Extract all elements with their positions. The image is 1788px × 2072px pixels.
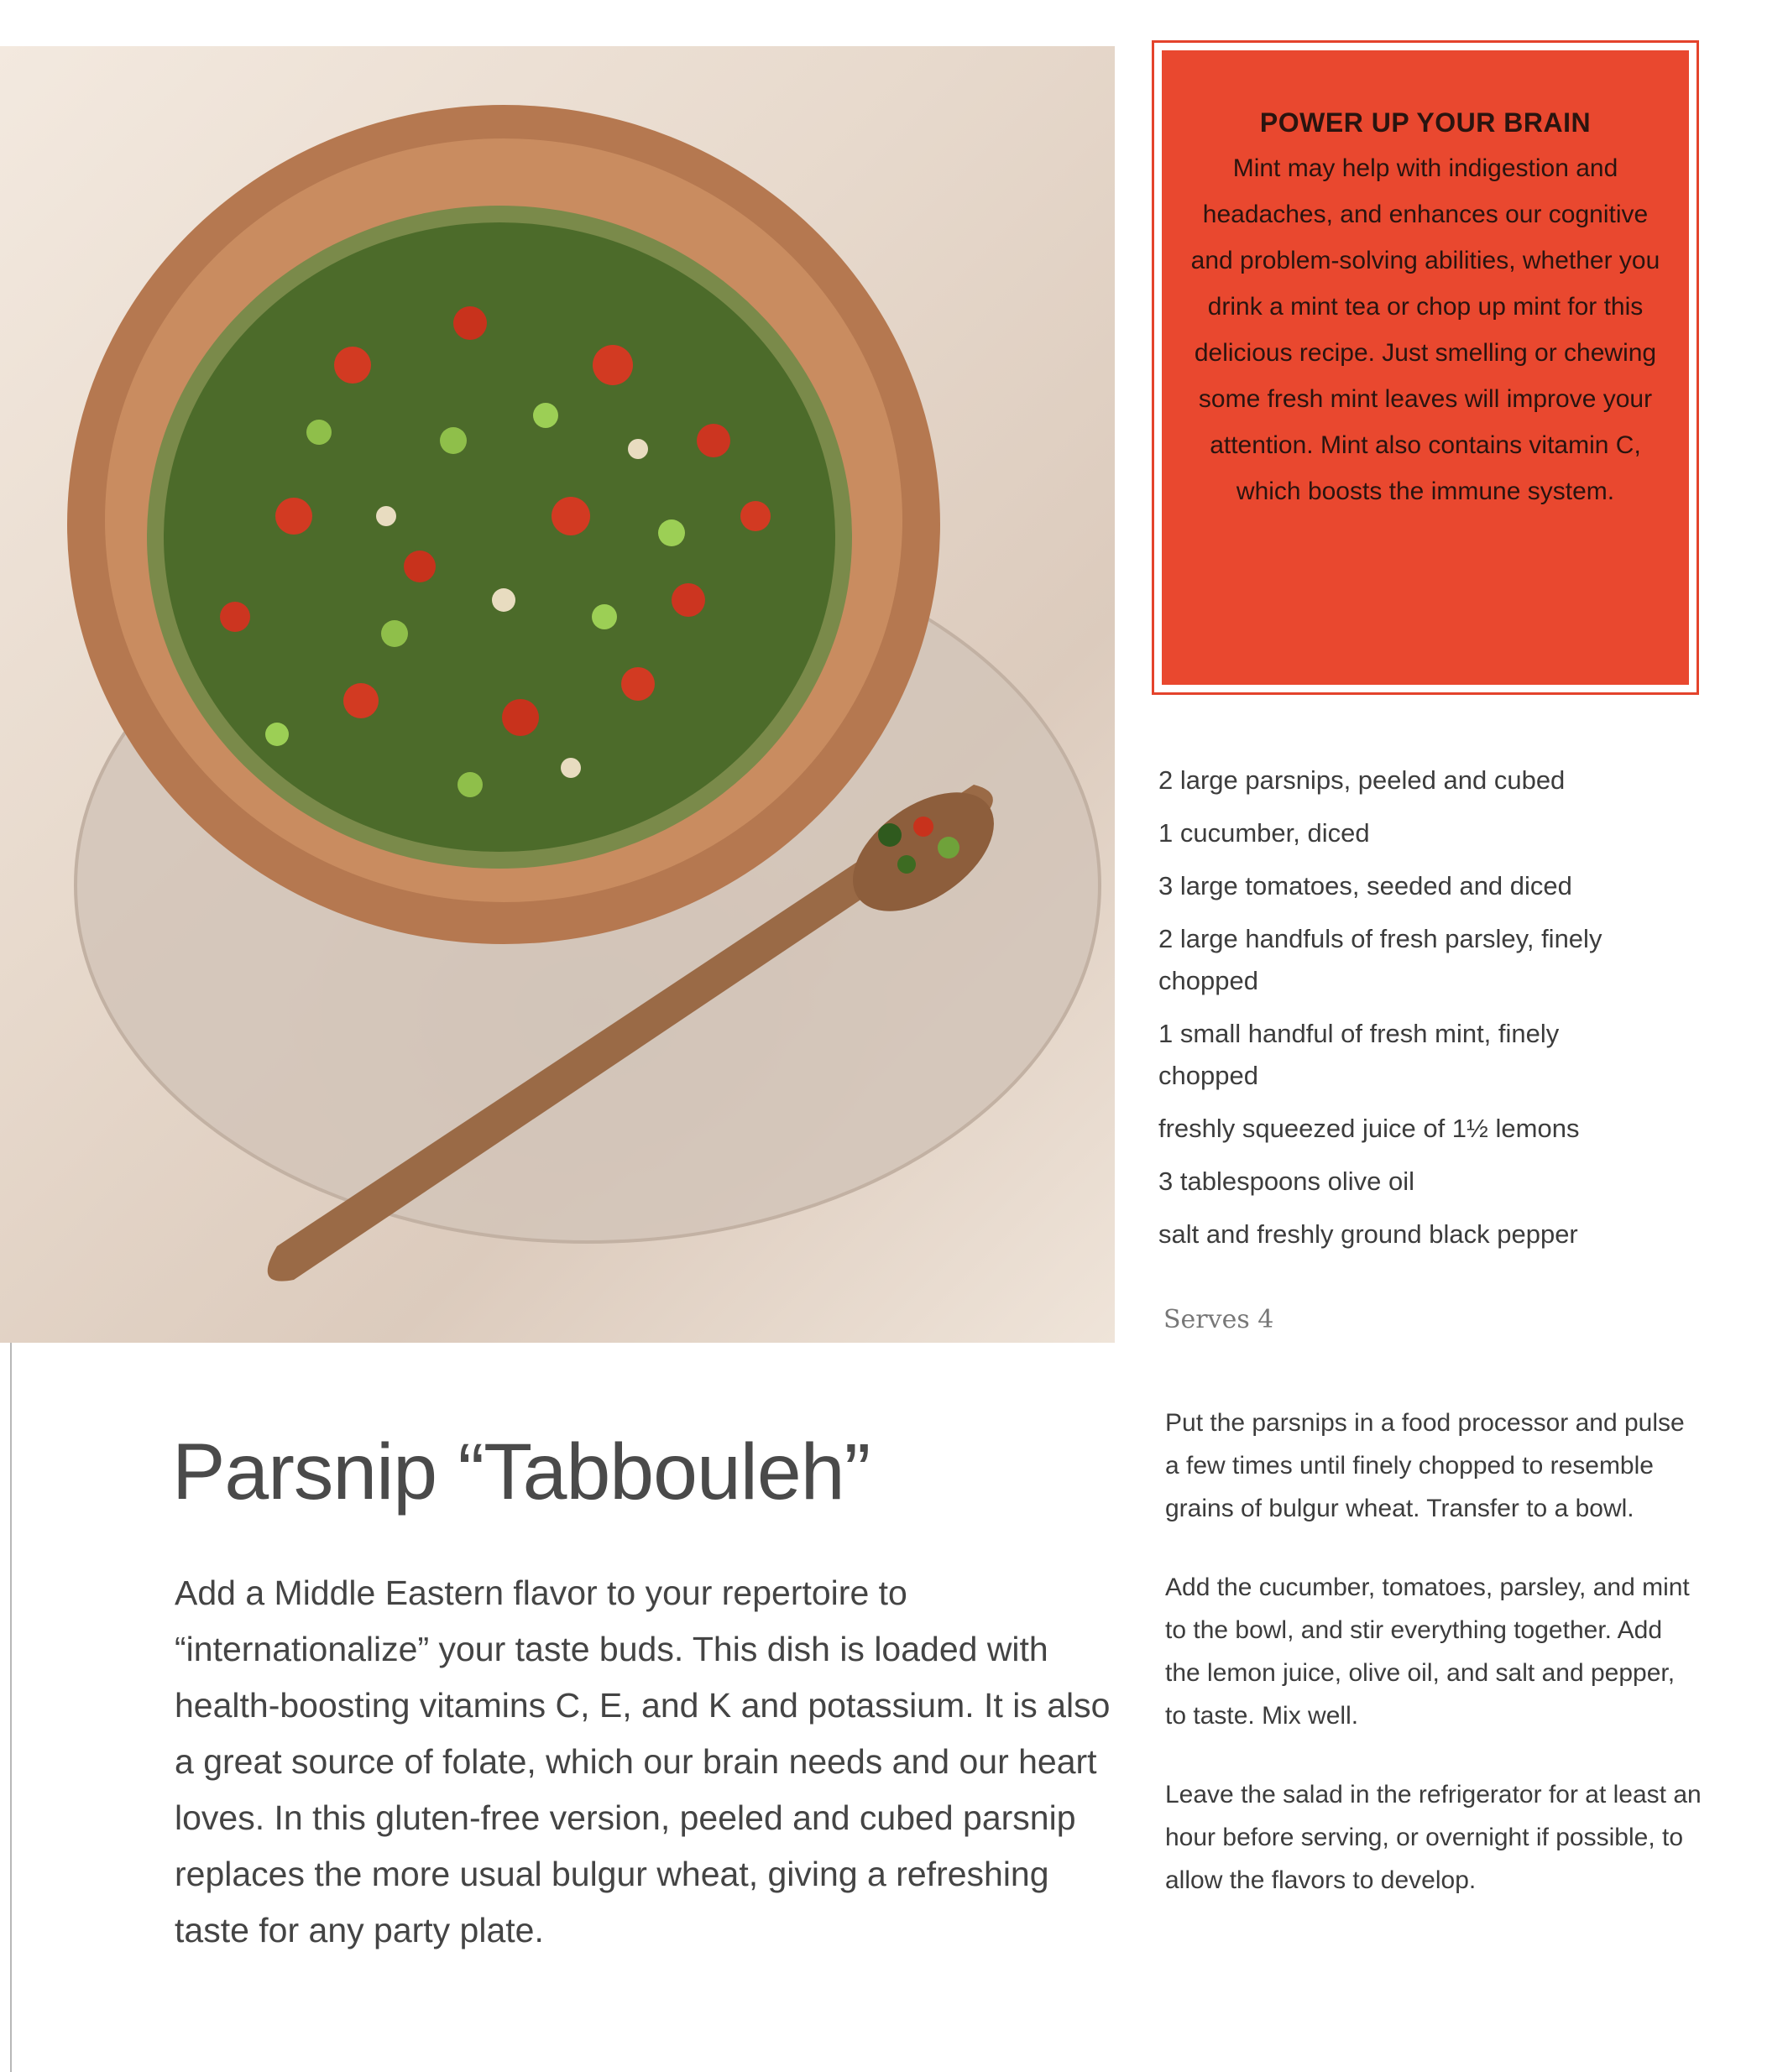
recipe-intro: Add a Middle Eastern flavor to your repertoire to “internationalize” your taste buds. This dish is loaded with health-boosting vitamins C, E, and K and potassium. It is also a great source of folate, which our brain needs and our heart loves. In this gluten-free version, peeled and cubed parsnip replaces the more usual bulgur wheat, giving a refreshing taste for any party plate. bbox=[175, 1574, 1111, 1949]
method-steps bbox=[1165, 1401, 1702, 1938]
ingredient-item: 1 cucumber, diced bbox=[1158, 818, 1370, 848]
ingredient-item: 1 small handful of fresh mint, finely chopped bbox=[1158, 1019, 1560, 1090]
ingredient-item: 3 tablespoons olive oil bbox=[1158, 1166, 1415, 1196]
method-step: Put the parsnips in a food processor and pulse a few times until finely chopped to resemble grains of bulgur wheat. Transfer to a bowl. bbox=[1165, 1409, 1685, 1522]
recipe-title: Parsnip “Tabbouleh” bbox=[172, 1427, 870, 1516]
tabbouleh-bowl-illustration bbox=[0, 46, 1115, 1343]
page-edge-line bbox=[10, 1339, 12, 2072]
ingredient-item: freshly squeezed juice of 1½ lemons bbox=[1158, 1114, 1580, 1143]
method-step: Leave the salad in the refrigerator for at least an hour before serving, or overnight if possible, to allow the flavors to develop. bbox=[1165, 1781, 1702, 1894]
recipe-photo bbox=[0, 46, 1115, 1343]
ingredient-item: 3 large tomatoes, seeded and diced bbox=[1158, 871, 1572, 900]
method-step: Add the cucumber, tomatoes, parsley, and mint to the bowl, and stir everything together. Add the lemon juice, olive oil, and salt and pepper, to taste. Mix well. bbox=[1165, 1574, 1690, 1730]
ingredient-list bbox=[1158, 759, 1662, 1266]
serves-label: Serves 4 bbox=[1163, 1305, 1274, 1334]
ingredient-item: 2 large parsnips, peeled and cubed bbox=[1158, 765, 1566, 795]
ingredient-item: salt and freshly ground black pepper bbox=[1158, 1219, 1578, 1249]
callout-body: Mint may help with indigestion and headaches, and enhances our cognitive and problem-solving abilities, whether you drink a mint tea or chop up mint for this delicious recipe. Just smelling or chewing some fresh mint leaves will improve your attention. Mint also contains vitamin C, which boosts the immune system. bbox=[1190, 154, 1660, 505]
callout-title: POWER UP YOUR BRAIN bbox=[1259, 107, 1592, 138]
ingredient-item: 2 large handfuls of fresh parsley, finely chopped bbox=[1158, 924, 1602, 995]
callout-box bbox=[1162, 50, 1689, 685]
